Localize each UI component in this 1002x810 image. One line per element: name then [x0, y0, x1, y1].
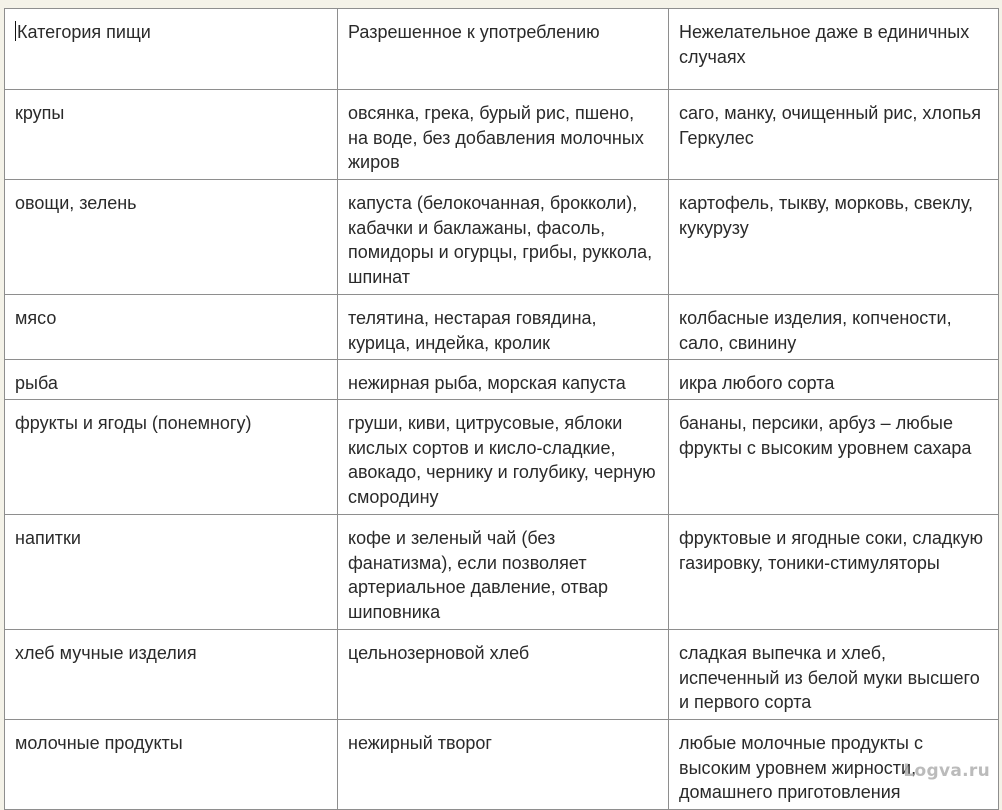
table-header-row: [5, 9, 999, 90]
table-row: [5, 720, 999, 810]
forbidden-cell: любые молочные продукты с высоким уровнем жирности, домашнего приготовления: [669, 720, 999, 810]
category-cell: рыба: [5, 360, 338, 400]
allowed-cell: нежирный творог: [338, 720, 669, 810]
diet-food-table: [4, 8, 999, 810]
header-allowed-label: Разрешенное к употреблению: [348, 22, 600, 42]
header-cell-forbidden: [669, 9, 999, 90]
header-cell-category[interactable]: [5, 9, 338, 90]
allowed-cell: цельнозерновой хлеб: [338, 630, 669, 720]
table-row: [5, 180, 999, 295]
forbidden-cell: икра любого сорта: [669, 360, 999, 400]
category-cell: овощи, зелень: [5, 180, 338, 295]
allowed-cell: капуста (белокочанная, брокколи), кабачки и баклажаны, фасоль, помидоры и огурцы, грибы, руккола, шпинат: [338, 180, 669, 295]
category-cell: хлеб мучные изделия: [5, 630, 338, 720]
table-row: [5, 360, 999, 400]
table-row: [5, 295, 999, 360]
allowed-cell: кофе и зеленый чай (без фанатизма), если позволяет артериальное давление, отвар шиповника: [338, 515, 669, 630]
forbidden-cell: саго, манку, очищенный рис, хлопья Геркулес: [669, 90, 999, 180]
allowed-cell: нежирная рыба, морская капуста: [338, 360, 669, 400]
category-cell: молочные продукты: [5, 720, 338, 810]
site-watermark: Logva.ru: [903, 761, 990, 781]
forbidden-cell: сладкая выпечка и хлеб, испеченный из белой муки высшего и первого сорта: [669, 630, 999, 720]
category-cell: фрукты и ягоды (понемногу): [5, 400, 338, 515]
table-row: [5, 515, 999, 630]
allowed-cell: телятина, нестарая говядина, курица, индейка, кролик: [338, 295, 669, 360]
table-row: [5, 630, 999, 720]
forbidden-cell: фруктовые и ягодные соки, сладкую газировку, тоники-стимуляторы: [669, 515, 999, 630]
forbidden-cell: картофель, тыкву, морковь, свеклу, кукурузу: [669, 180, 999, 295]
allowed-cell: овсянка, грека, бурый рис, пшено, на воде, без добавления молочных жиров: [338, 90, 669, 180]
text-cursor: [15, 21, 16, 41]
category-cell: крупы: [5, 90, 338, 180]
header-cell-allowed: [338, 9, 669, 90]
header-forbidden-label: Нежелательное даже в единичных случаях: [679, 22, 970, 67]
table-row: [5, 90, 999, 180]
category-cell: мясо: [5, 295, 338, 360]
forbidden-cell: бананы, персики, арбуз – любые фрукты с высоким уровнем сахара: [669, 400, 999, 515]
category-cell: напитки: [5, 515, 338, 630]
header-category-label: Категория пищи: [17, 22, 151, 42]
allowed-cell: груши, киви, цитрусовые, яблоки кислых сортов и кисло-сладкие, авокадо, чернику и голубику, черную смородину: [338, 400, 669, 515]
table-row: [5, 400, 999, 515]
forbidden-cell: колбасные изделия, копчености, сало, свинину: [669, 295, 999, 360]
